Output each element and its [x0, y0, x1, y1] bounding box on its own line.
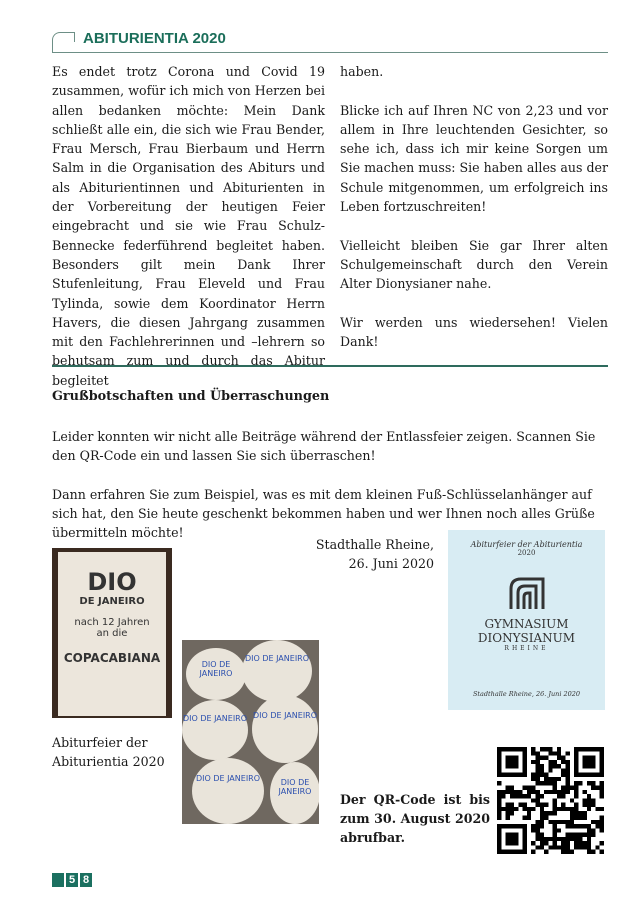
banner-text: nach 12 Jahren [74, 617, 150, 628]
paragraph: Dann erfahren Sie zum Beispiel, was es mit dem kleinen Fuß-Schlüsselanhänger auf sich hat, den Sie heute geschenkt bekommen haben und wer Ihnen noch alles Grüße übermitteln möchte! [52, 486, 595, 541]
stone: DIO DE JANEIRO [192, 758, 264, 824]
right-column [340, 62, 608, 371]
booklet-year: 2020 [517, 549, 536, 557]
page-number-block [52, 873, 64, 887]
stone: DIO DE JANEIRO [242, 640, 312, 702]
stone: DIO DE JANEIRO [182, 700, 248, 760]
qr-code[interactable] [497, 747, 604, 854]
stone: DIO DE JANEIRO [270, 762, 319, 824]
caption-line: Abiturfeier der [52, 735, 148, 750]
booklet-title: Abiturfeier der Abiturientia [470, 540, 583, 549]
paragraph: Wir werden uns wiedersehen! Vielen Dank! [340, 314, 608, 350]
header-tab-edge [74, 32, 75, 42]
school-logo-icon [507, 575, 547, 609]
booklet-school: GYMNASIUM [484, 617, 569, 631]
header-tab-decoration [52, 32, 75, 53]
booklet-city: RHEINE [504, 645, 549, 652]
page-number-digit: 8 [80, 873, 92, 887]
caption-line: Abiturientia 2020 [52, 754, 165, 769]
stones-photo [182, 640, 319, 824]
stone: DIO DE JANEIRO [186, 648, 246, 700]
banner-text: an die [96, 628, 128, 639]
left-column [52, 62, 325, 409]
page-header [52, 28, 608, 53]
section-heading: Grußbotschaften und Überraschungen [52, 389, 330, 404]
banner-photo [52, 548, 172, 718]
caption-line: Stadthalle Rheine, [315, 537, 434, 552]
paragraph: Es endet trotz Corona und Covid 19 zusammen, wofür ich mich von Herzen bei allen bedanken möchte: Mein Dank schließt alle ein, die sich wie Frau Bender, Frau Mersch, Frau Bierbaum und Herrn Salm in die Organisation des Abiturs und als Abiturientinnen und Abiturienten in der Vorbereitung der heutigen Feier eingebracht und sie wie Frau Schulz-Bennecke federführend begleitet haben. Besonders gilt mein Dank Ihrer Stufenleitung, Frau Eleveld und Frau Tylinda, sowie dem Koordinator Herrn Havers, die diesen Jahrgang zusammen mit den Fachlehrerinnen und –lehrern so behutsam zum und durch das Abitur begleitet [52, 64, 325, 388]
paragraph: Leider konnten wir nicht alle Beiträge während der Entlassfeier zeigen. Scannen Sie den QR-Code ein und lassen Sie sich überraschen! [52, 429, 596, 464]
photo-caption [52, 733, 165, 771]
program-booklet-photo [448, 530, 605, 710]
qr-caption: Der QR-Code ist bis zum 30. August 2020 abrufbar. [340, 792, 490, 845]
section-divider [52, 365, 608, 367]
caption-line: 26. Juni 2020 [348, 556, 434, 571]
banner-text: COPACABIANA [63, 651, 161, 665]
location-caption [300, 535, 434, 573]
paragraph: haben. [340, 64, 384, 79]
paragraph: Blicke ich auf Ihren NC von 2,23 und vor allem in Ihre leuchtenden Gesichter, so sehe ich, dass ich mir keine Sorgen um Sie machen muss: Sie haben alles aus der Schule mitgenommen, um erfolgreich ins Leben fortzuschreiten! [340, 102, 608, 215]
header-title: ABITURIENTIA 2020 [83, 30, 226, 47]
banner-text: DIO [87, 568, 137, 596]
banner-text: DE JANEIRO [79, 596, 145, 607]
paragraph: Vielleicht bleiben Sie gar Ihrer alten Schulgemeinschaft durch den Verein Alter Dionysianer nahe. [340, 237, 608, 292]
booklet-footer: Stadthalle Rheine, 26. Juni 2020 [472, 690, 581, 698]
page-number-digit: 5 [66, 873, 78, 887]
booklet-school: DIONYSIANUM [477, 631, 576, 645]
stone: DIO DE JANEIRO [252, 695, 318, 763]
